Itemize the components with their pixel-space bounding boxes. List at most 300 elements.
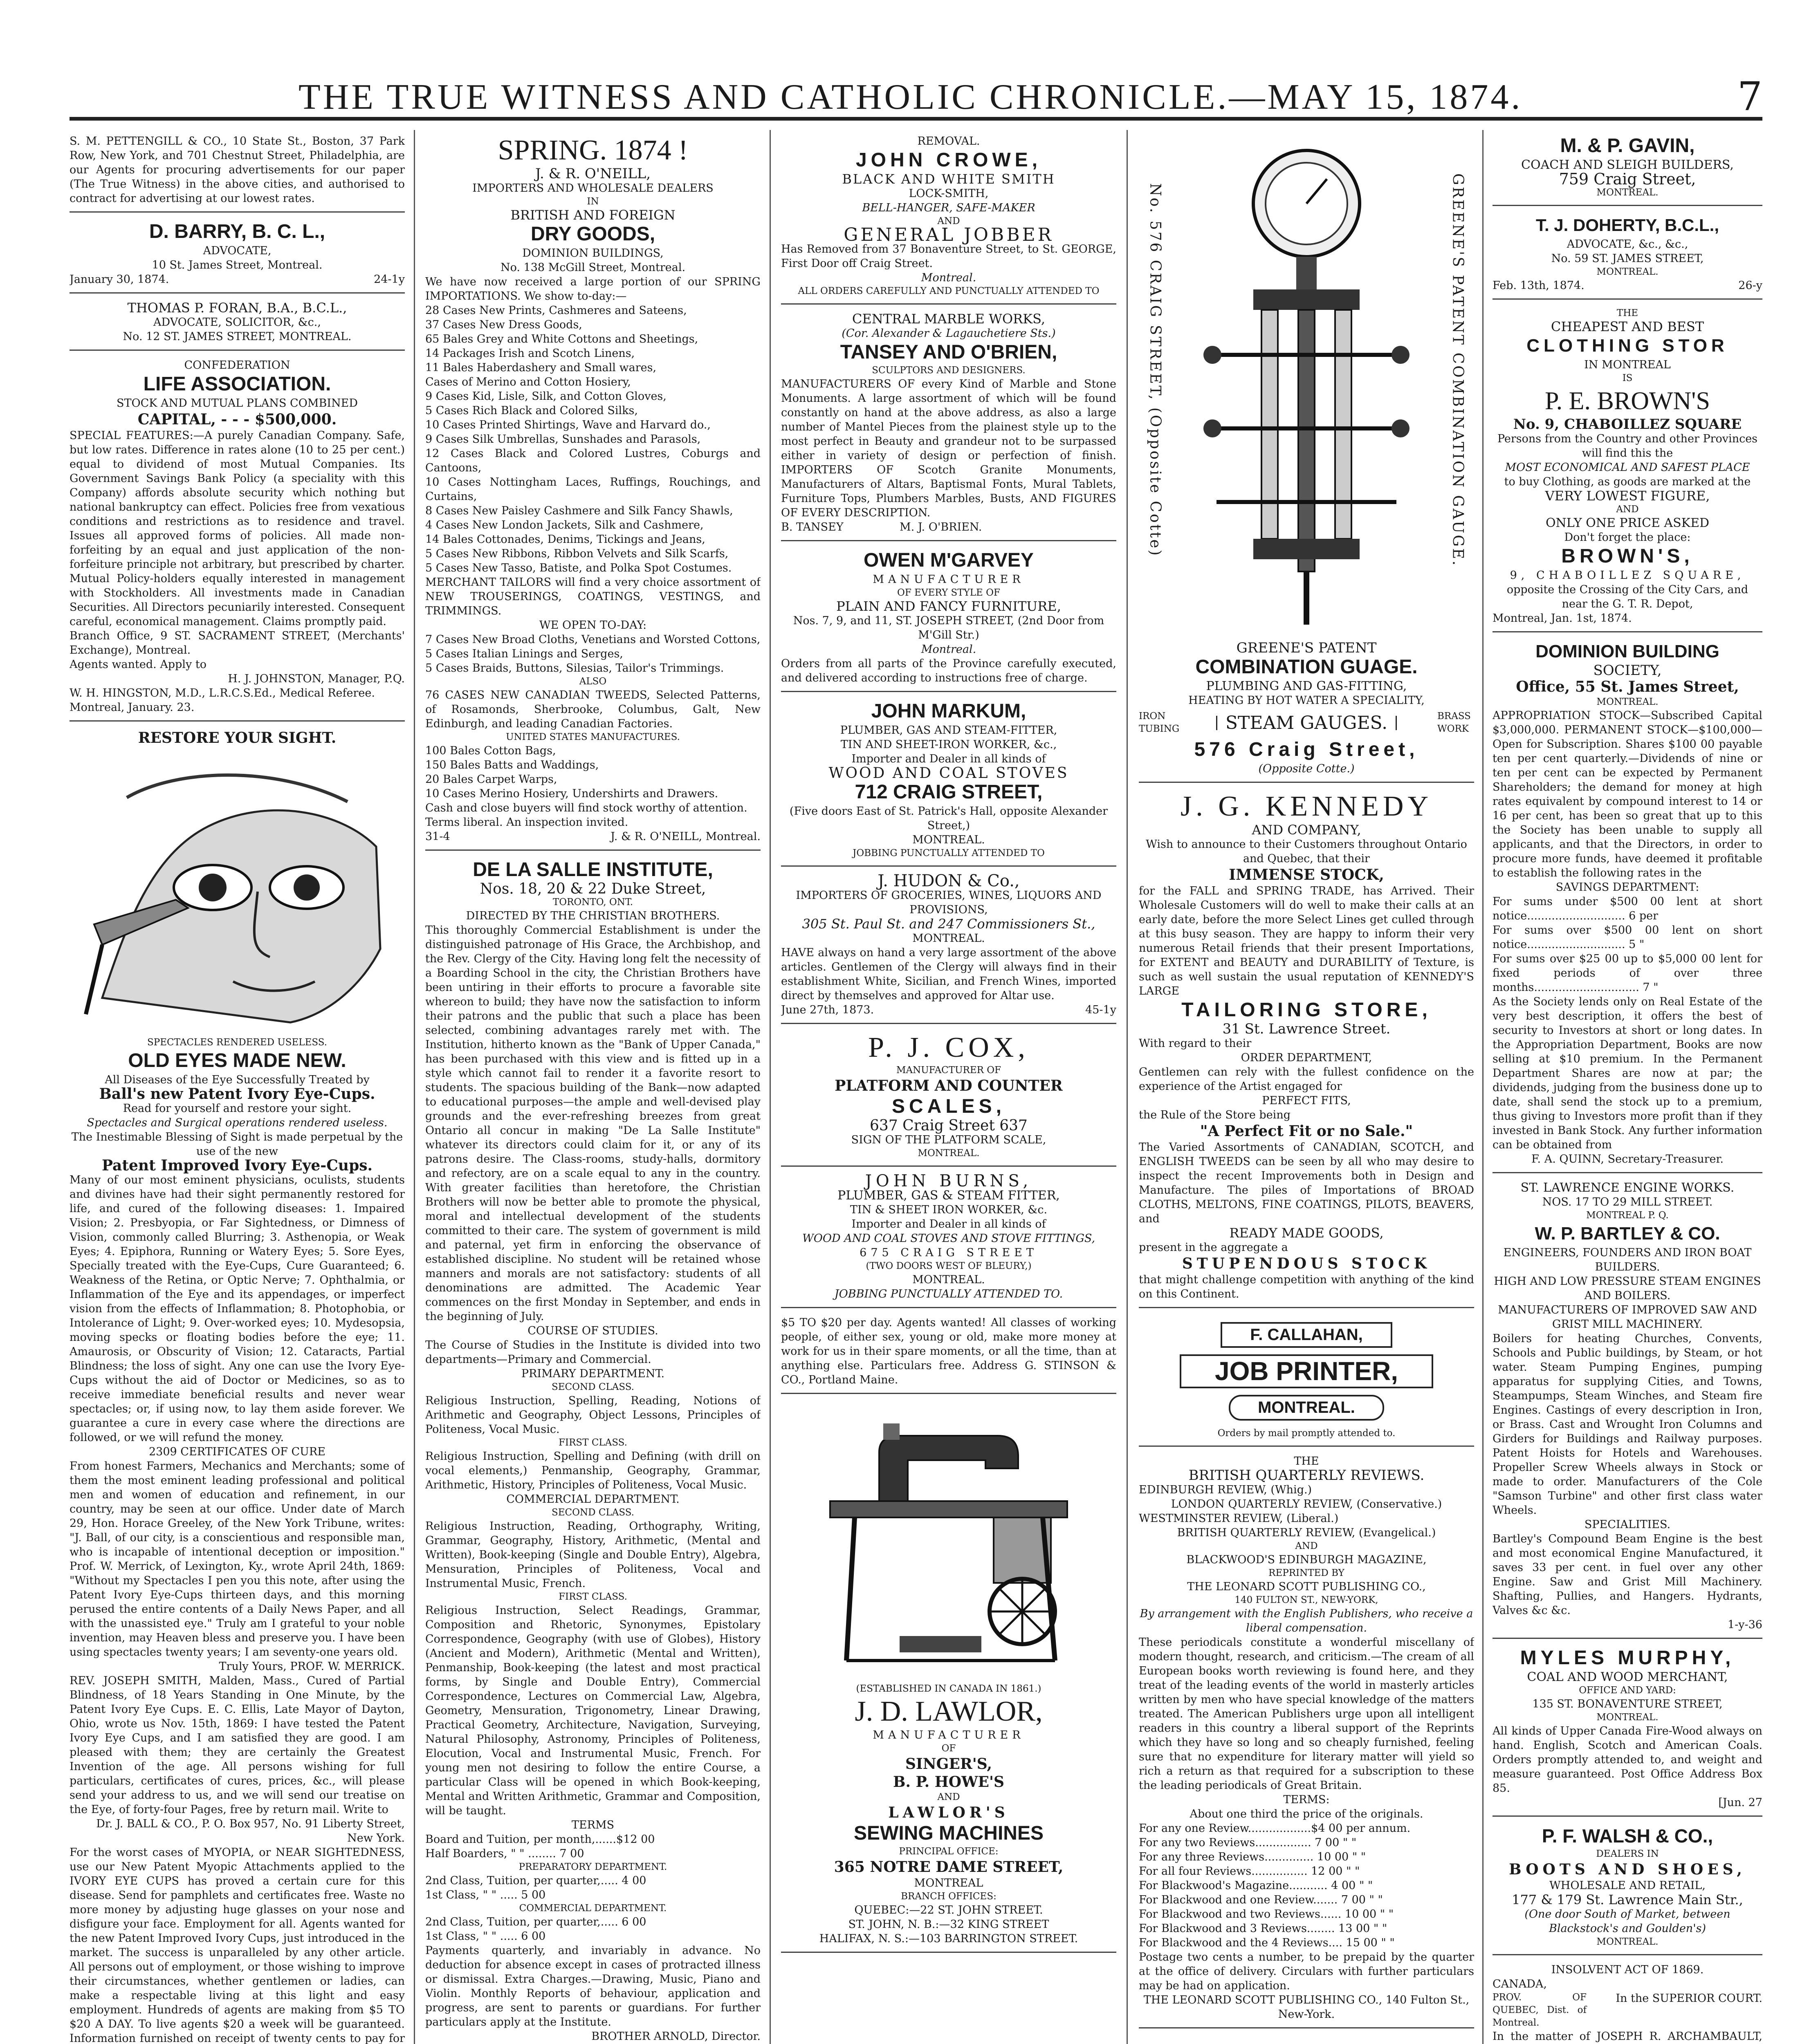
hudon-body: HAVE always on hand a very large assortment of the above articles. Gentlemen of the Clergy will always find in their establishment White, Sicilian, and French Wines, imported direct by themselves and approved for Altar use. xyxy=(781,946,1116,1002)
foran-address: No. 12 ST. JAMES STREET, MONTREAL. xyxy=(123,330,352,343)
gavin-ad xyxy=(1493,130,1762,206)
scott-sign: THE LEONARD SCOTT PUBLISHING CO., 140 Fulton St., New-York. xyxy=(1143,1994,1470,2021)
doherty-ad xyxy=(1493,209,1762,300)
column-4 xyxy=(1139,130,1474,2044)
bartley-ad xyxy=(1493,1177,1762,1639)
hudon-ad xyxy=(781,870,1116,1024)
price-line: For any three Reviews.............. 10 00 " " xyxy=(1139,1851,1366,1863)
oneill-bf: BRITISH AND FOREIGN xyxy=(510,207,676,223)
column-3 xyxy=(781,130,1116,2044)
scott-ad xyxy=(1139,1450,1474,2028)
barry-name: D. BARRY, B. C. L., xyxy=(149,221,325,242)
brown-addr: 9, CHABOILLEZ SQUARE, xyxy=(1510,569,1745,582)
brown-browns: BROWN'S, xyxy=(1561,545,1694,567)
greene-side-text: No. 576 CRAIG STREET, (Opposite Cotte) xyxy=(1147,183,1164,557)
kennedy-wish: Wish to announce to their Customers throughout Ontario and Quebec, that their xyxy=(1146,838,1467,865)
fee-line: Board and Tuition, per month,......$12 00 xyxy=(425,1833,655,1846)
price-line: For any two Reviews................ 7 00 " " xyxy=(1139,1836,1357,1849)
oneill-intro: We have now received a large portion of our SPRING IMPORTATIONS. We show to-day:— xyxy=(425,276,761,303)
walsh-ad xyxy=(1493,1820,1762,1955)
dls-heading: DE LA SALLE INSTITUTE, xyxy=(473,859,713,881)
brown-clothing: CLOTHING STOR xyxy=(1526,336,1728,356)
brown-date: Montreal, Jan. 1st, 1874. xyxy=(1493,612,1632,625)
crowe-bell: BELL-HANGER, SAFE-MAKER xyxy=(862,202,1035,214)
dls-sign: BROTHER ARNOLD, Director. xyxy=(591,2030,761,2043)
callahan-mail: Orders by mail promptly attended to. xyxy=(1217,1428,1396,1439)
stinson-ad xyxy=(781,1311,1116,1394)
callahan-city: MONTREAL. xyxy=(1229,1395,1384,1421)
dls-course-body: The Course of Studies in the Institute is divided into two departments—Primary and Commercial. xyxy=(425,1339,761,1366)
kennedy-body3: The Varied Assortments of CANADIAN, SCOTCH, and ENGLISH TWEEDS can be seen by all who may desire to inspect the recent Improvements both in Design and Manufacture. The piles of Importations of BROAD CLOTHS, MELTONS, FINE COATINGS, PILOTS, BEAVERS, and xyxy=(1139,1141,1474,1225)
column-rule xyxy=(770,130,771,2044)
burns-jobbing: JOBBING PUNCTUALLY ATTENDED TO. xyxy=(834,1288,1063,1300)
bartley-body: Boilers for heating Churches, Convents, Schools and Public buildings, by Steam, or hot water. Steam Pumping Engines, pumping apparatus for supplying Cities, and Towns, Steampumps, Steam Winches, and Steam fire Engines. Castings of every description in Iron, or Brass. Cast and Wrought Iron Columns and Girders for Buildings and Railway purposes. Patent Hoists for Hotels and Warehouses. Propeller Screw Wheels always in Stock or made to order. Manufacturers of the Cole "Samson Turbine" and other first class water Wheels. xyxy=(1493,1332,1762,1517)
burns-ad xyxy=(781,1170,1116,1308)
mcgarvey-city: Montreal. xyxy=(921,643,976,656)
greene-iron: IRON TUBING xyxy=(1139,711,1180,734)
greene-title: GREENE'S PATENT xyxy=(1236,640,1377,656)
barry-ad xyxy=(70,216,405,294)
markum-ad xyxy=(781,695,1116,867)
marble-heading: CENTRAL MARBLE WORKS, xyxy=(852,311,1046,327)
price-line: For Blackwood and one Review....... 7 00 " " xyxy=(1139,1894,1383,1906)
kennedy-body4: that might challenge competition with anything of the kind on this Continent. xyxy=(1139,1273,1474,1300)
eyes-body3: REV. JOSEPH SMITH, Malden, Mass., Cured of Partial Blindness, of 18 Years Standing in One Minute, by the Patent Ivory Eye Cups. E. C. Ellis, Late Mayor of Dayton, Ohio, wrote us Nov. 15th, 1869: I have tested the Patent Ivory Eye Cups, and I am satisfied they are good. I am pleased with them; they are certainly the Greatest Invention of the age. All persons wishing for full particulars, certificates of cures, prices, &c., will please send your address to us, and we will send our treatise on the Eye, of forty-four Pages, free by return mail. Write to xyxy=(70,1674,405,1816)
brown-is: IS xyxy=(1622,373,1633,383)
oneill-ad xyxy=(425,130,761,851)
scott-postage: Postage two cents a number, to be prepaid by the quarter at the office of delivery. Circulars with further particulars may be had on application. xyxy=(1139,1951,1474,1992)
barry-code: 24-1y xyxy=(374,273,405,286)
markum-sub: PLUMBER, GAS AND STEAM-FITTER, xyxy=(840,724,1057,737)
markum-body: (Five doors East of St. Patrick's Hall, opposite Alexander Street,) xyxy=(789,805,1108,832)
conf-agents: Agents wanted. Apply to xyxy=(70,658,206,671)
crowe-and: AND xyxy=(937,216,960,226)
kennedy-regard: With regard to their xyxy=(1139,1037,1252,1050)
scott-arrangement: By arrangement with the English Publishers, who receive a liberal compensation. xyxy=(1140,1607,1473,1634)
oneill-code: 31-4 xyxy=(425,830,450,843)
review-item: BRITISH QUARTERLY REVIEW, (Evangelical.) xyxy=(1177,1526,1436,1539)
lawlor-established: (ESTABLISHED IN CANADA IN 1861.) xyxy=(856,1683,1041,1694)
burns-name: JOHN BURNS, xyxy=(865,1172,1032,1190)
dry-goods: DRY GOODS, xyxy=(530,223,655,245)
bartley-mfr: MANUFACTURERS OF IMPROVED SAW AND GRIST MILL MACHINERY. xyxy=(1498,1304,1757,1331)
dom-city: MONTREAL. xyxy=(1596,697,1659,707)
list-item: 28 Cases New Prints, Cashmeres and Sateens, xyxy=(425,304,687,317)
walsh-wholesale: WHOLESALE AND RETAIL, xyxy=(1549,1879,1706,1892)
crowe-trade: BLACK AND WHITE SMITH xyxy=(842,171,1055,187)
greene-opp: (Opposite Cotte.) xyxy=(1258,762,1355,775)
markum-name: JOHN MARKUM, xyxy=(871,700,1026,722)
brown-in-montreal: IN MONTREAL xyxy=(1584,359,1671,371)
tansey-names: B. TANSEY M. J. O'BRIEN. xyxy=(781,521,982,533)
eyes-sub2: Ball's new Patent Ivory Eye-Cups. xyxy=(99,1085,375,1103)
brown-cheapest: CHEAPEST AND BEST xyxy=(1551,319,1704,334)
bartley-body2: Bartley's Compound Beam Engine is the best and most economical Engine Manufactured, it saves 33 per cent. in fuel over any other Engine. Saw and Grist Mill Machinery. Shafting, Pullies, and Hangers. Hydrants, Valves &c &c. xyxy=(1493,1533,1762,1617)
walsh-dealers: DEALERS IN xyxy=(1596,1849,1659,1859)
brown-opp: opposite the Crossing of the City Cars, and near the G. T. R. Depot, xyxy=(1506,583,1748,610)
brown-ad xyxy=(1493,303,1762,632)
oneill-merchant: MERCHANT TAILORS will find a very choice assortment of NEW TROUSERINGS, COATINGS, VESTINGS, and TRIMMINGS. xyxy=(425,576,761,617)
dom-body: APPROPRIATION STOCK—Subscribed Capital $3,000,000. PERMANENT STOCK—$100,000—Open for Subscription. Shares $100 00 payable ten per cent quarterly.—Dividends of nine or ten per cent can be expected by Permanent Shareholders; the demand for money at high rates equivalent by compound interest to 14 or 16 per cent, has been so great that up to this the Society has been unable to supply all applicants, and that the Directors, in order to procure more funds, have deemed it profitable to establish the following rates in the xyxy=(1493,709,1762,879)
gavin-city: MONTREAL. xyxy=(1596,187,1659,198)
kennedy-stupendous: STUPENDOUS STOCK xyxy=(1182,1255,1431,1272)
brown-and: AND xyxy=(1616,504,1639,515)
fee-line: 1st Class, " " ..... 6 00 xyxy=(425,1930,546,1943)
list-item: 12 Cases Black and Colored Lustres, Coburgs and Cantoons, xyxy=(425,447,761,474)
greene-side-text-right: GREENE'S PATENT COMBINATION GAUGE. xyxy=(1449,173,1466,567)
burns-city: MONTREAL. xyxy=(912,1273,985,1286)
brown-one: ONLY ONE PRICE ASKED xyxy=(1545,516,1710,530)
list-item: 10 Cases Printed Shirtings, Wave and Harvard do., xyxy=(425,419,711,431)
marble-cor: (Cor. Alexander & Lagauchetiere Sts.) xyxy=(842,327,1056,340)
greene-services-row xyxy=(1139,710,1474,735)
oneill-tweeds: 76 CASES NEW CANADIAN TWEEDS, Selected Patterns, of Rosamonds, Sherbrooke, Columbus, Galt, New Edinburgh, and leading Canadian Factories. xyxy=(425,689,761,730)
kennedy-co: AND COMPANY, xyxy=(1252,822,1361,838)
burns-doors: (TWO DOORS WEST OF BLEURY,) xyxy=(866,1261,1032,1271)
kennedy-motto: "A Perfect Fit or no Sale." xyxy=(1200,1123,1413,1140)
oneill-in: IN xyxy=(587,196,599,207)
price-line: For Blackwood and 3 Reviews........ 13 00 " " xyxy=(1139,1922,1387,1935)
eyes-ball: Dr. J. BALL & CO., P. O. Box 957, No. 91 Liberty Street, New York. xyxy=(96,1818,405,1845)
crowe-jobber: GENERAL JOBBER xyxy=(844,224,1054,245)
dls-second-body: Religious Instruction, Spelling, Reading, Notions of Arithmetic and Geography, Object Lessons, Principles of Politeness, Vocal Music. xyxy=(425,1394,761,1436)
brown-lowest: VERY LOWEST FIGURE, xyxy=(1545,488,1710,504)
oneill-addr: No. 138 McGill Street, Montreal. xyxy=(500,261,686,274)
dls-c2-body: Religious Instruction, Reading, Orthography, Writing, Grammar, Geography, History, Arithmetic, (Mental and Written), Book-keeping (Single and Double Entry), Algebra, Mensuration, Principles of Politeness, Vocal and Instrumental Music, French. xyxy=(425,1520,761,1590)
brown-body: Persons from the Country and other Provinces will find this the xyxy=(1497,433,1758,459)
agent-notice: S. M. PETTENGILL & CO., 10 State St., Boston, 37 Park Row, New York, and 701 Chestnut Street, Philadelphia, are our Agents for procuring advertisements for our paper (The True Witness) in the above cities, and authorised to contract for advertising at our lowest rates. xyxy=(70,135,405,205)
cox-city: MONTREAL. xyxy=(918,1148,980,1159)
dom-name: DOMINION BUILDING xyxy=(1535,641,1719,661)
kennedy-present: present in the aggregate a xyxy=(1139,1241,1288,1254)
dls-commercial: COMMERCIAL DEPARTMENT. xyxy=(506,1493,680,1506)
walsh-boots: BOOTS AND SHOES, xyxy=(1509,1861,1746,1878)
murphy-date: [Jun. 27 xyxy=(1718,1796,1762,1809)
cox-sub: MANUFACTURER OF xyxy=(896,1065,1001,1076)
rate-line: For sums under $500 00 lent at short notice............................ 6 per xyxy=(1493,895,1762,922)
rate-line: For sums over $25 00 up to $5,000 00 lent for fixed periods of over three months.............................. 7 " xyxy=(1493,953,1762,994)
agents-text: $5 TO $20 per day. Agents wanted! All classes of working people, of either sex, young or old, make more money at work for us in their spare moments, or all the time, than at anything else. Particulars free. Address G. STINSON & CO., Portland Maine. xyxy=(781,1316,1116,1386)
murphy-addr: 135 ST. BONAVENTURE STREET, xyxy=(1532,1698,1723,1710)
scott-terms: TERMS: xyxy=(1283,1793,1330,1806)
mcgarvey-furn: PLAIN AND FANCY FURNITURE, xyxy=(836,598,1061,614)
brown-the: THE xyxy=(1616,308,1638,318)
column-rule xyxy=(1482,130,1484,2044)
greene-ad xyxy=(1139,130,1474,783)
hudon-date: June 27th, 1873. xyxy=(781,1004,874,1016)
cox-scales: SCALES, xyxy=(891,1096,1006,1117)
markum-stoves: WOOD AND COAL STOVES xyxy=(828,765,1069,782)
list-item: 11 Bales Haberdashery and Small wares, xyxy=(425,361,657,374)
oneill-sign: J. & R. O'NEILL, Montreal. xyxy=(610,830,761,843)
foran-name: THOMAS P. FORAN, B.A., B.C.L., xyxy=(127,300,347,316)
markum-tin: TIN AND SHEET-IRON WORKER, &c., xyxy=(840,738,1057,751)
callahan-ad xyxy=(1139,1311,1474,1447)
murphy-ad xyxy=(1493,1642,1762,1817)
brown-most: MOST ECONOMICAL AND SAFEST PLACE xyxy=(1505,461,1750,474)
kennedy-name: J. G. KENNEDY xyxy=(1180,791,1433,822)
crowe-name: JOHN CROWE, xyxy=(855,149,1041,171)
cox-addr: 637 Craig Street 637 xyxy=(870,1117,1028,1134)
insolvent-ad xyxy=(1493,1959,1762,2044)
price-line: For Blackwood's Magazine........... 4 00 " " xyxy=(1139,1879,1373,1892)
eyes-heading: OLD EYES MADE NEW. xyxy=(128,1050,346,1071)
masthead-title: THE TRUE WITNESS AND CATHOLIC CHRONICLE.—MAY 15, 1874. xyxy=(299,77,1523,117)
gavin-sub: COACH AND SLEIGH BUILDERS, xyxy=(1521,158,1734,172)
foran-ad xyxy=(70,297,405,351)
callahan-name: F. CALLAHAN, xyxy=(1221,1322,1392,1348)
price-line: For Blackwood and two Reviews...... 10 00 " " xyxy=(1139,1908,1394,1921)
confederation-ad xyxy=(70,354,405,722)
greene-plumbing: PLUMBING AND GAS-FITTING, xyxy=(1206,679,1407,693)
eyes-sub1: All Diseases of the Eye Successfully Treated by xyxy=(105,1074,370,1086)
kennedy-rule: the Rule of the Store being xyxy=(1139,1109,1291,1121)
hudon-name: J. HUDON & Co., xyxy=(878,872,1020,890)
list-item: 5 Cases Braids, Buttons, Silesias, Tailor's Trimmings. xyxy=(425,662,724,675)
markum-jobbing: JOBBING PUNCTUALLY ATTENDED TO xyxy=(853,848,1045,858)
dls-first-body: Religious Instruction, Spelling and Defining (with drill on vocal elements,) Penmanship, Geography, Grammar, Arithmetic, History, Principles of Politeness, Vocal Music. xyxy=(425,1450,761,1491)
column-5 xyxy=(1493,130,1762,2044)
pettengill-notice xyxy=(70,130,405,213)
mcgarvey-ad xyxy=(781,545,1116,692)
dls-c1-body: Religious Instruction, Select Readings, Grammar, Composition and Rhetoric, Synonymes, Epistolary Correspondence, Geography (with use of Globes), History (Ancient and Modern), Arithmetic (Mental and Written), Penmanship, Book-keeping (the latest and most practical forms, by Single and Double Entry), Commercial Correspondence, Lectures on Commercial Law, Algebra, Geometry, Mensuration, Trigonometry, Linear Drawing, Practical Geometry, Architecture, Navigation, Surveying, Natural Philosophy, Astronomy, Principles of Politeness, Elocution, Vocal and Instrumental Music, French. For young men not desiring to follow the entire Course, a particular Class will be opened in which Book-keeping, Mental and Written Arithmetic, Grammar and Composition, will be taught. xyxy=(425,1604,761,1817)
crowe-ad xyxy=(781,130,1116,305)
markum-imp: Importer and Dealer in all kinds of xyxy=(851,753,1046,765)
kennedy-body: for the FALL and SPRING TRADE, has Arrived. Their Wholesale Customers will do well to make their calls at an early date, before the more Select Lines get culled through at this busy season. They are happy to inform their very numerous Retail friends that their present Importations, for EXTENT and BEAUTY and DURABILITY of Texture, is such as well sustain the usual reputation of KENNEDY'S LARGE xyxy=(1139,885,1474,997)
column-rule xyxy=(1127,130,1128,2044)
column-2 xyxy=(425,130,761,2044)
hudon-sub: IMPORTERS OF GROCERIES, WINES, LIQUORS AND PROVISIONS, xyxy=(796,889,1102,916)
bartley-high: HIGH AND LOW PRESSURE STEAM ENGINES AND BOILERS. xyxy=(1494,1275,1761,1302)
list-item: 9 Cases Kid, Lisle, Silk, and Cotton Gloves, xyxy=(425,390,667,403)
dls-primary: PRIMARY DEPARTMENT. xyxy=(521,1367,665,1380)
greene-steam: STEAM GAUGES. xyxy=(1216,716,1397,730)
lawlor-singer: SINGER'S, xyxy=(905,1755,992,1773)
review-item: BLACKWOOD'S EDINBURGH MAGAZINE, xyxy=(1186,1553,1427,1566)
dominion-ad xyxy=(1493,636,1762,1173)
tansey-body: MANUFACTURERS OF every Kind of Marble and Stone Monuments. A large assortment of which will be found constantly on hand at the above address, as also a large number of Mantel Pieces from the plainest style up to the most perfect in Beauty and grandeur not to be surpassed either in variety of design or perfection of finish. IMPORTERS OF Scotch Granite Monuments, Manufacturers of Altars, Baptismal Fonts, Mural Tablets, Furniture Tops, Plumbers Marbles, Busts, AND FIGURES OF EVERY DESCRIPTION. xyxy=(781,378,1116,519)
callahan-job: JOB PRINTER, xyxy=(1180,1354,1433,1388)
cox-name: P. J. COX, xyxy=(868,1032,1029,1063)
oneill-us-made: UNITED STATES MANUFACTURES. xyxy=(506,732,680,742)
dom-body2: As the Society lends only on Real Estate of the very best description, it offers the best of security to Investors at short or long dates. In the Appropriation Department, Books are now selling at $10 premium. In the Permanent Department Shares are now at par; the dividends, judging from the business done up to date, shall send the stock up to a premium, thus giving to Investors more profit than if they invested in Bank Stock. Any further information can be obtained from xyxy=(1493,995,1762,1151)
greene-brass: BRASS WORK xyxy=(1437,711,1471,734)
burns-imp: Importer and Dealer in all kinds of xyxy=(851,1218,1046,1230)
list-item: 14 Packages Irish and Scotch Linens, xyxy=(425,347,635,360)
list-item: 5 Cases New Tasso, Batiste, and Polka Spot Costumes. xyxy=(425,562,732,574)
foran-title: ADVOCATE, SOLICITOR, &c., xyxy=(153,316,321,329)
barry-title: ADVOCATE, xyxy=(203,244,272,257)
ins-heading: INSOLVENT ACT OF 1869. xyxy=(1551,1963,1704,1976)
conf-top: CONFEDERATION xyxy=(184,359,290,372)
doherty-code: 26-y xyxy=(1738,279,1762,292)
lawlor-ad xyxy=(781,1397,1116,1953)
brown-chaboillez: No. 9, CHABOILLEZ SQUARE xyxy=(1513,416,1742,433)
dls-terms: TERMS xyxy=(571,1819,615,1831)
ins-prov: PROV. OF QUEBEC, Dist. of Montreal. xyxy=(1493,1992,1587,2028)
brown-forget: Don't forget the place: xyxy=(1564,531,1691,544)
bqr-title: BRITISH QUARTERLY REVIEWS. xyxy=(1188,1467,1425,1484)
eyes-certs: 2309 CERTIFICATES OF CURE xyxy=(149,1446,325,1458)
bartley-code: 1-y-36 xyxy=(1727,1618,1762,1631)
bartley-spec: SPECIALITIES. xyxy=(1584,1518,1671,1531)
lawlor-of: OF xyxy=(941,1743,956,1754)
dls-address: Nos. 18, 20 & 22 Duke Street, xyxy=(480,881,706,897)
oneill-dom: DOMINION BUILDINGS, xyxy=(522,247,664,260)
murphy-body: All kinds of Upper Canada Fire-Wood always on hand. English, Scotch and American Coals. Orders promptly attended to, and weight and measure guaranteed. Post Office Address Box 85. xyxy=(1493,1725,1762,1795)
oneill-also: ALSO xyxy=(579,676,607,687)
kennedy-order: ORDER DEPARTMENT, xyxy=(1241,1051,1372,1064)
eyes-sub4: Spectacles and Surgical operations rendered useless. xyxy=(87,1116,388,1129)
brown-name: P. E. BROWN'S xyxy=(1545,387,1710,415)
dom-savings: SAVINGS DEPARTMENT: xyxy=(1555,881,1699,894)
dls-body: This thoroughly Commercial Establishment is under the distinguished patronage of His Grace, the Archbishop, and the Rev. Clergy of the City. Having long felt the necessity of a Boarding School in the city, the Christian Brothers have been untiring in their efforts to procure a favorable site whereon to build; they have now the satisfaction to inform their patrons and the public that such a place has been selected, combining advantages rarely met with. The Institution, hitherto known as the "Bank of Upper Canada," has been purchased with this view and is fitted up in a style which cannot fail to render it a favorite resort to students. The spacious building of the Bank—now adapted to educational purposes—the ample and well-devised play grounds and the ever-refreshing breezes from great Ontario all concur in making "De La Salle Institute" whatever its directors could claim for it, or any of its patrons desire. The Class-rooms, study-halls, dormitory and refectory, are on a scale equal to any in the country. With greater facilities than heretofore, the Christian Brothers will now be better able to promote the physical, moral and intellectual development of the students committed to their care. The system of government is mild and paternal, yet firm in enforcing the observance of established discipline. No student will be retained whose manners and morals are not satisfactory: students of all denominations are admitted. The Academic Year commences on the first Monday in September, and ends in the beginning of July. xyxy=(425,924,761,1323)
list-item: 20 Bales Carpet Warps, xyxy=(425,773,557,786)
scott-body: These periodicals constitute a wonderful miscellany of modern thought, research, and criticism.—The cream of all European books worth reviewing is found here, and they treat of the leading events of the world in masterly articles written by men who have special knowledge of the matters treated. The American Publishers urge upon all intelligent readers in this country a liberal support of the Reprints which they have so long and so cheaply furnished, feeling sure that no expenditure for literary matter will yield so rich a return as that required for a subscription to these the leading periodicals of Great Britain. xyxy=(1139,1636,1474,1792)
ins-court-row xyxy=(1493,1991,1762,2029)
mcgarvey-of: OF EVERY STYLE OF xyxy=(897,587,1000,598)
list-item: 5 Cases Rich Black and Colored Silks, xyxy=(425,404,638,417)
dls-c1: FIRST CLASS. xyxy=(559,1591,627,1602)
oneill-terms: Terms liberal. An inspection invited. xyxy=(425,816,628,829)
review-item: EDINBURGH REVIEW, (Whig.) xyxy=(1139,1484,1312,1496)
dls-city: TORONTO, ONT. xyxy=(552,897,633,908)
dls-c2: SECOND CLASS. xyxy=(552,1507,634,1518)
list-item: 5 Cases Italian Linings and Serges, xyxy=(425,648,623,660)
conf-office: Branch Office, 9 ST. SACRAMENT STREET, (Merchants' Exchange), Montreal. xyxy=(70,630,405,657)
dls-second: SECOND CLASS. xyxy=(552,1382,634,1392)
mcgarvey-body: Orders from all parts of the Province carefully executed, and delivered according to instructions free of charge. xyxy=(781,657,1116,684)
list-item: 9 Cases Silk Umbrellas, Sunshades and Parasols, xyxy=(425,433,701,446)
conf-sub: STOCK AND MUTUAL PLANS COMBINED xyxy=(117,397,358,410)
mcgarvey-sub: MANUFACTURER xyxy=(873,573,1025,586)
lawlor-office: PRINCIPAL OFFICE: xyxy=(899,1846,999,1857)
list-item: 14 Bales Cottonades, Denims, Tickings and Jeans, xyxy=(425,533,705,546)
price-line: For any one Review..................$4 00 per annum. xyxy=(1139,1822,1411,1835)
burns-addr: 675 CRAIG STREET xyxy=(860,1246,1038,1259)
list-item: 4 Cases New London Jackets, Silk and Cashmere, xyxy=(425,519,704,531)
doherty-sub: ADVOCATE, &c., &c., xyxy=(1567,238,1688,251)
markum-addr: 712 CRAIG STREET, xyxy=(855,781,1043,803)
dls-course: COURSE OF STUDIES. xyxy=(527,1325,658,1337)
fee-line: COMMERCIAL DEPARTMENT. xyxy=(519,1903,667,1914)
eye-cups-ad xyxy=(70,725,405,2044)
hudon-addr: 305 St. Paul St. and 247 Commissioners St., xyxy=(802,916,1095,932)
dls-payments: Payments quarterly, and invariably in advance. No deduction for absence except in cases of protracted illness or dismissal. Extra Charges.—Drawing, Music, Piano and Violin. Monthly Reports of behaviour, application and progress, are sent to parents or guardians. For further particulars apply at the Institute. xyxy=(425,1944,761,2028)
eyes-sub3: Read for yourself and restore your sight. xyxy=(123,1102,352,1115)
lawlor-branch: BRANCH OFFICES: xyxy=(901,1891,997,1902)
kennedy-addr: 31 St. Lawrence Street. xyxy=(1222,1021,1391,1037)
review-item: LONDON QUARTERLY REVIEW, (Conservative.) xyxy=(1171,1498,1442,1511)
oneill-importers: IMPORTERS AND WHOLESALE DEALERS xyxy=(472,182,714,195)
page-number: 7 xyxy=(1737,74,1762,119)
ins-court: In the SUPERIOR COURT. xyxy=(1616,1992,1762,2005)
lawlor-halifax: HALIFAX, N. S.:—103 BARRINGTON STREET. xyxy=(819,1932,1078,1945)
eyes-body4: For the worst cases of MYOPIA, or NEAR SIGHTEDNESS, use our New Patent Myopic Attachments applied to the IVORY EYE CUPS has proved a certain cure for this disease. Send for pamphlets and certificates free. Waste no more money by adjusting huge glasses on your nose and disfigure your face. Employment for all. Agents wanted for the new Patent Improved Ivory Cups, just introduced in the market. The success is unparalleled by any other article. All persons out of employment, or those wishing to improve their circumstances, whether gentlemen or ladies, can make a respectable living at this light and easy employment. Hundreds of agents are making from $5 TO $20 A DAY. To live agents $20 a week will be guaranteed. Information furnished on receipt of twenty cents to pay for xyxy=(70,1846,405,2044)
list-item: 8 Cases New Paisley Cashmere and Silk Fancy Shawls, xyxy=(425,504,733,517)
kennedy-fits: PERFECT FITS, xyxy=(1262,1094,1351,1107)
gauge-illustration xyxy=(1192,142,1421,633)
lawlor-machines: SEWING MACHINES xyxy=(853,1822,1044,1844)
cox-sign: SIGN OF THE PLATFORM SCALE, xyxy=(851,1134,1046,1146)
eyes-sign: Truly Yours, PROF. W. MERRICK. xyxy=(219,1660,405,1673)
bqr-the: THE xyxy=(1294,1455,1319,1468)
ins-body: In the matter of JOSEPH R. ARCHAMBAULT, xyxy=(1493,2030,1762,2043)
walsh-name: P. F. WALSH & CO., xyxy=(1542,1825,1713,1847)
list-item: 150 Bales Batts and Waddings, xyxy=(425,759,599,771)
walsh-one: (One door South of Market, between Blackstock's and Goulden's) xyxy=(1524,1908,1730,1935)
list-item: 100 Bales Cotton Bags, xyxy=(425,744,556,757)
stl-name: ST. LAWRENCE ENGINE WORKS. xyxy=(1520,1181,1735,1195)
list-item: 5 Cases New Ribbons, Ribbon Velvets and Silk Scarfs, xyxy=(425,547,729,560)
lawlor-quebec: QUEBEC:—22 ST. JOHN STREET. xyxy=(854,1904,1043,1916)
crowe-lock: LOCK-SMITH, xyxy=(909,187,989,200)
stl-addr: NOS. 17 TO 29 MILL STREET. xyxy=(1542,1196,1713,1208)
crowe-city: Montreal. xyxy=(921,271,976,284)
conf-date: Montreal, January. 23. xyxy=(70,701,195,714)
conf-hingston: W. H. HINGSTON, M.D., L.R.C.S.Ed., Medical Referee. xyxy=(70,687,375,699)
doherty-date: Feb. 13th, 1874. xyxy=(1493,279,1585,292)
lawlor-mfr: MANUFACTURER xyxy=(873,1729,1025,1741)
lawlor-lawlors: LAWLOR'S xyxy=(888,1804,1009,1821)
oneill-items xyxy=(425,303,761,575)
review-item: WESTMINSTER REVIEW, (Liberal.) xyxy=(1139,1512,1339,1525)
removal: REMOVAL. xyxy=(917,135,980,148)
burns-tin: TIN & SHEET IRON WORKER, &c. xyxy=(850,1204,1048,1216)
conf-body: SPECIAL FEATURES:—A purely Canadian Company. Safe, but low rates. Difference in rates alone (10 to 25 per cent.) equal to dividend of most Mutual Companies. Its Government Savings Bank Policy (a speciality with this Company) affords absolute security which nothing but national bankruptcy can effect. Policies free from vexatious conditions and restrictions as to residence and travel. Issues all approved forms of policies. All made non-forfeiting by an equal and just application of the non-forfeiture principle not arbitrary, but prescribed by charter. Mutual Policy-holders equally interested in management with Stockholders. All investments made in Canadian Securities. All Directors pecuniarily interested. Consequent careful, economical management. Claims promptly paid. xyxy=(70,429,405,628)
brown-body2: to buy Clothing, as goods are marked at the xyxy=(1504,475,1751,488)
restore-heading: RESTORE YOUR SIGHT. xyxy=(138,729,337,746)
mcgarvey-name: OWEN M'GARVEY xyxy=(864,549,1034,571)
dom-soc: SOCIETY, xyxy=(1593,662,1662,679)
greene-gauge: COMBINATION GUAGE. xyxy=(1195,656,1418,678)
lawlor-howe: B. P. HOWE'S xyxy=(893,1773,1004,1791)
bartley-name: W. P. BARTLEY & CO. xyxy=(1535,1224,1720,1244)
murphy-sub: COAL AND WOOD MERCHANT, xyxy=(1527,1670,1728,1684)
list-item: Cases of Merino and Cotton Hosiery, xyxy=(425,376,631,388)
fee-line: 2nd Class, Tuition, per quarter,..... 4 00 xyxy=(425,1874,646,1887)
fee-line: Half Boarders, " " ........ 7 00 xyxy=(425,1847,584,1860)
conf-capital: CAPITAL, - - - $500,000. xyxy=(137,411,337,428)
cox-ad xyxy=(781,1027,1116,1167)
oneill-we-open: WE OPEN TO-DAY: xyxy=(539,619,647,632)
eyes-sub6: Patent Improved Ivory Eye-Cups. xyxy=(101,1157,373,1174)
eyes-body: Many of our most eminent physicians, oculists, students and divines have had their sight permanently restored for life, and cured of the following diseases: 1. Impaired Vision; 2. Presbyopia, or Far Sightedness, or Dimness of Vision, commonly called Blurring; 3. Asthenopia, or Weak Eyes; 4. Epiphora, Running or Watery Eyes; 5. Sore Eyes, Specially treated with the Eye-Cups, Cure Guaranteed; 6. Weakness of the Retina, or Optic Nerve; 7. Ophthalmia, or Inflammation of the Eye and its appendages, or imperfect vision from the effects of Inflammation; 8. Photophobia, or Intolerance of Light; 9. Over-worked eyes; 10. Mydesopsia, moving specks or floating bodies before the eye; 11. Amaurosis, or Obscurity of Vision; 12. Cataracts, Partial Blindness; the loss of sight. Any one can use the Ivory Eye-Cups without the aid of Doctor or Medicines, so as to receive immediate beneficial results and never wear spectacles; or, if using now, to lay them aside forever. We guarantee a cure in every case where the directions are followed, or we will refund the money. xyxy=(70,1174,405,1444)
tansey-name: TANSEY AND O'BRIEN, xyxy=(840,341,1057,363)
conf-johnston: H. J. JOHNSTON, Manager, P.Q. xyxy=(228,672,405,685)
walsh-city: MONTREAL. xyxy=(1596,1936,1659,1947)
murphy-office: OFFICE AND YARD: xyxy=(1579,1685,1676,1696)
list-item: 10 Cases Nottingham Laces, Ruffings, Rouchings, and Curtains, xyxy=(425,476,761,503)
burns-sub: PLUMBER, GAS & STEAM FITTER, xyxy=(837,1188,1060,1203)
murphy-name: MYLES MURPHY, xyxy=(1520,1647,1735,1669)
spectacles-caption: SPECTACLES RENDERED USELESS. xyxy=(147,1037,327,1048)
hudon-city: MONTREAL. xyxy=(912,932,985,945)
kennedy-body2: Gentlemen can rely with the fullest confidence on the experience of the Artist engaged for xyxy=(1139,1066,1474,1093)
stl-city: MONTREAL P. Q. xyxy=(1586,1210,1669,1221)
eyes-sub5: The Inestimable Blessing of Sight is made perpetual by the use of the new xyxy=(71,1131,403,1158)
tansey-ad xyxy=(781,308,1116,541)
kennedy-tailoring: TAILORING STORE, xyxy=(1181,999,1432,1021)
dls-directed: DIRECTED BY THE CHRISTIAN BROTHERS. xyxy=(466,910,720,922)
cox-platform: PLATFORM AND COUNTER xyxy=(835,1077,1063,1094)
doherty-addr: No. 59 ST. JAMES STREET, xyxy=(1551,252,1704,265)
spring-heading: SPRING. 1874 ! xyxy=(498,134,688,166)
doherty-name: T. J. DOHERTY, B.C.L., xyxy=(1535,215,1719,235)
doherty-city: MONTREAL. xyxy=(1596,267,1659,277)
masthead xyxy=(70,59,1762,121)
hudon-code: 45-1y xyxy=(1085,1004,1116,1016)
